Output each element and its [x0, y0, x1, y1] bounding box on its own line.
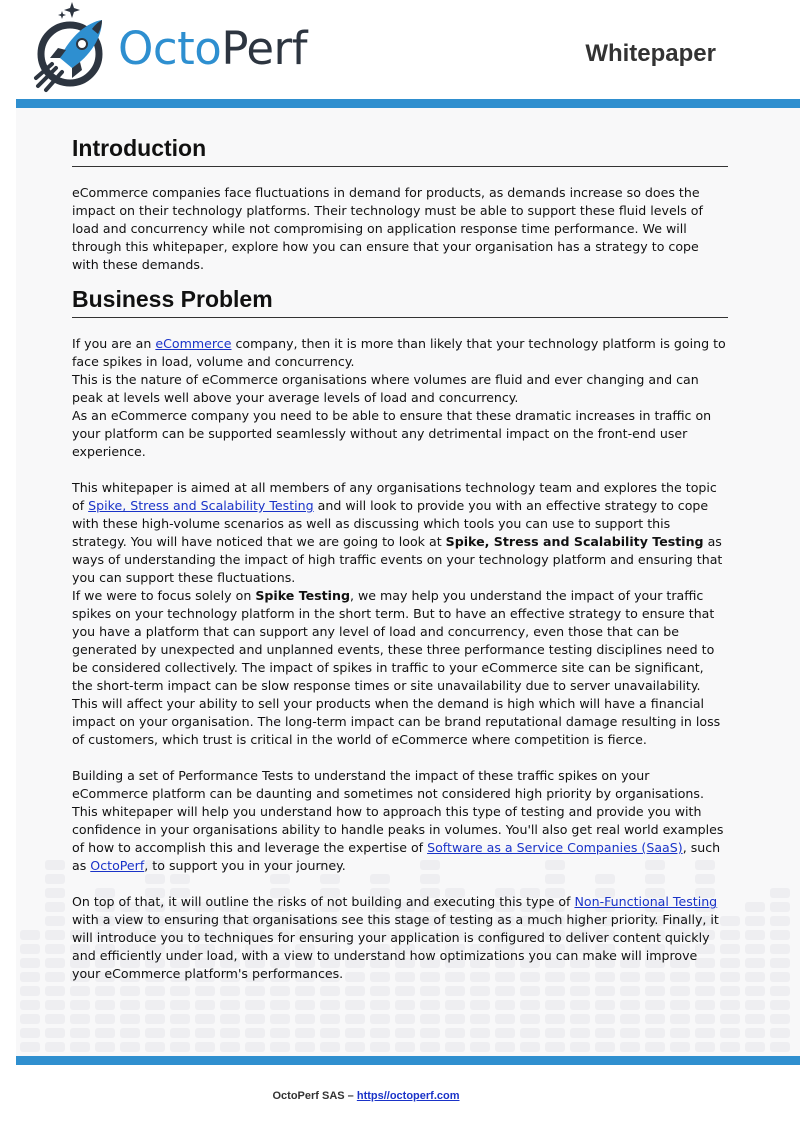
- paragraph: Building a set of Performance Tests to understand the impact of these traffic spikes on your eCommerce platform can be daunting and sometimes not considered high priority by organisations.: [72, 768, 704, 801]
- document-type: Whitepaper: [585, 40, 716, 67]
- paragraph: This is the nature of eCommerce organisations where volumes are fluid and ever changing and can peak at levels well above your average levels of load and concurrency.: [72, 372, 699, 405]
- octoperf-link[interactable]: OctoPerf: [90, 858, 145, 873]
- page-header: [0, 0, 800, 100]
- footer-website-link[interactable]: https//octoperf.com: [356, 1090, 460, 1102]
- paragraph: This will affect your ability to sell your products when the demand is high which will have a financial impact on your organisation. The long-term impact can be brand reputational damage resulting in loss of customers, which trust is critical in the world of eCommerce where competition is fierce.: [72, 696, 721, 747]
- saas-link[interactable]: Software as a Service Companies (SaaS): [427, 840, 683, 855]
- paragraph: This whitepaper is aimed at all members of any organisations technology team and explores the topic of Spike, Stress and Scalability Testing and will look to provide you with an effective strategy to cope with these high-volume scenarios as well as discussing which tools you can use to support this strategy. You will have noticed that we are going to look at Spike, Stress and Scalability Testing as ways of understanding the impact of high traffic events on your technology platform and ensuring that you can support these fluctuations.: [72, 480, 723, 585]
- brand-second: Perf: [221, 22, 307, 75]
- business-problem-text: [72, 335, 728, 983]
- rocket-icon: [32, 2, 112, 94]
- paragraph: On top of that, it will outline the risks of not building and executing this type of Non-Functional Testing with a view to ensuring that organisations see this stage of testing as a much higher priority. Finally, it will introduce you to techniques for ensuring your application is configured to deliver content quickly and efficiently under load, with a view to understand how optimizations you can make will improve your eCommerce platform's performances.: [72, 894, 719, 981]
- ecommerce-link[interactable]: eCommerce: [155, 336, 232, 351]
- footer-company: OctoPerf SAS –: [272, 1090, 357, 1102]
- spike-stress-scalability-link[interactable]: Spike, Stress and Scalability Testing: [88, 498, 314, 513]
- introduction-heading: Introduction: [72, 134, 728, 167]
- footer-accent-bar: [16, 1056, 800, 1065]
- header-accent-bar: [16, 99, 800, 108]
- brand-name: [118, 22, 307, 75]
- introduction-text: eCommerce companies face fluctuations in demand for products, as demands increase so does the impact on their technology platforms. Their technology must be able to support these fluid levels of load and concurrency while not compromising on application response time performance. We will through this whitepaper, explore how you can ensure that your organisation has a strategy to cope with these demands.: [72, 185, 703, 272]
- business-problem-heading: Business Problem: [72, 285, 728, 318]
- paragraph: If you are an eCommerce company, then it is more than likely that your technology platform is going to face spikes in load, volume and concurrency.: [72, 336, 726, 369]
- paragraph: As an eCommerce company you need to be able to ensure that these dramatic increases in traffic on your platform can be supported seamlessly without any detrimental impact on the front-end user experience.: [72, 408, 712, 459]
- non-functional-testing-link[interactable]: Non-Functional Testing: [574, 894, 718, 909]
- paragraph: If we were to focus solely on Spike Testing, we may help you understand the impact of your traffic spikes on your technology platform in the short term. But to have an effective strategy to ensure that you have a platform that can support any level of load and concurrency, even those that can be generated by unexpected and unplanned events, these three performance testing disciplines need to be considered collectively. The impact of spikes in traffic to your eCommerce site can be significant, the short-term impact can be slow response times or site unavailability due to server unavailability.: [72, 588, 715, 693]
- paragraph: This whitepaper will help you understand how to approach this type of testing and provide you with confidence in your organisations ability to handle peaks in volumes. You'll also get real world examples of how to accomplish this and leverage the expertise of Software as a Service Companies (SaaS), such as OctoPerf, to support you in your journey.: [72, 804, 724, 873]
- main-content: [72, 134, 728, 983]
- brand-first: Octo: [118, 22, 222, 75]
- page-footer: [0, 1090, 732, 1102]
